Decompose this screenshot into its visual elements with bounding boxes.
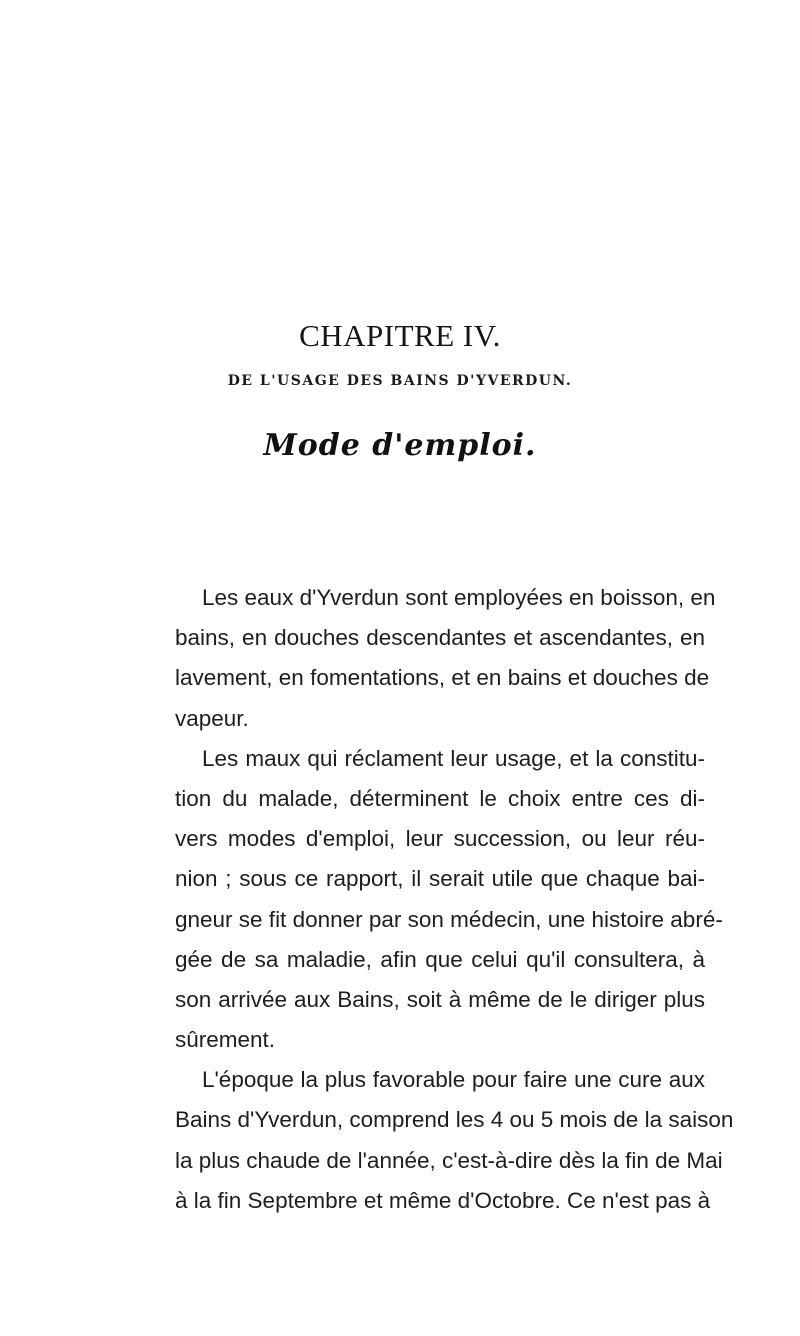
text-line: Bains d'Yverdun, comprend les 4 ou 5 mois de la saison (175, 1107, 734, 1133)
text-line: gneur se fit donner par son médecin, une histoire abré- (175, 906, 723, 932)
text-line: à la fin Septembre et même d'Octobre. Ce n'est pas à (175, 1187, 711, 1213)
text-line: tion du malade, déterminent le choix entre ces di- (175, 785, 705, 811)
body-text (175, 578, 734, 1221)
text-line: lavement, en fomentations, et en bains et douches de (175, 665, 710, 691)
text-line: nion ; sous ce rapport, il serait utile que chaque bai- (175, 866, 705, 892)
chapter-title: CHAPITRE IV. (299, 318, 501, 353)
text-line: L'époque la plus favorable pour faire une cure aux (202, 1067, 705, 1093)
text-line: Les maux qui réclament leur usage, et la constitu- (202, 745, 705, 771)
text-line: vers modes d'emploi, leur succession, ou leur réu- (175, 826, 705, 852)
text-line: vapeur. (175, 705, 249, 731)
text-line: Les eaux d'Yverdun sont employées en boisson, en (202, 585, 716, 610)
section-title: DE L'USAGE DES BAINS D'YVERDUN. (227, 373, 573, 389)
text-line: sûrement. (175, 1027, 276, 1053)
text-line: la plus chaude de l'année, c'est-à-dire dès la fin de Mai (175, 1147, 723, 1173)
text-line: gée de sa maladie, afin que celui qu'il consultera, à (175, 946, 705, 972)
text-line: son arrivée aux Bains, soit à même de le diriger plus (175, 986, 705, 1012)
text-line: bains, en douches descendantes et ascendantes, en (175, 625, 705, 651)
subtitle: Mode d'emploi. (263, 428, 537, 463)
